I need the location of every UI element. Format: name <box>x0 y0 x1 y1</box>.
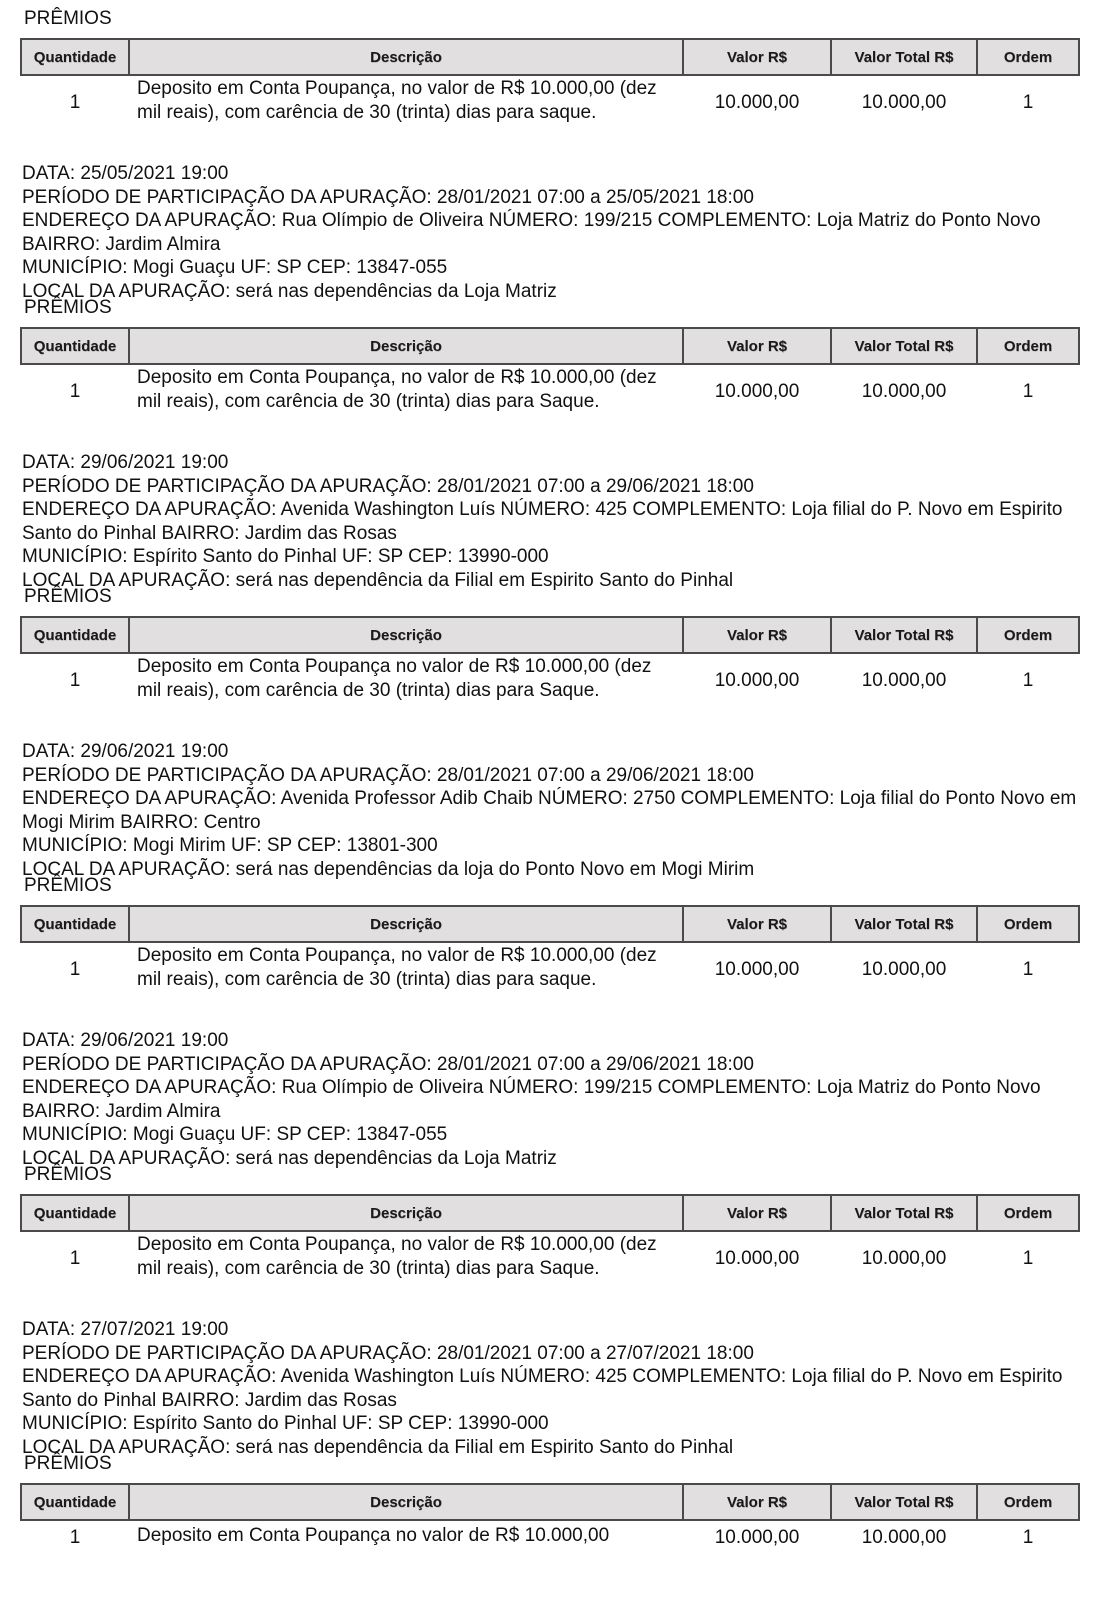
column-header-descricao: Descrição <box>129 328 683 364</box>
apuracao-info-line: ENDEREÇO DA APURAÇÃO: Rua Olímpio de Oliveira NÚMERO: 199/215 COMPLEMENTO: Loja Matriz do Ponto Novo BAIRRO: Jardim Almira <box>22 1077 1041 1122</box>
column-header-valor: Valor R$ <box>683 39 831 75</box>
prize-descricao-cell: Deposito em Conta Poupança, no valor de R$ 10.000,00 (dez mil reais), com carência de 30 (trinta) dias para saque. <box>137 945 657 990</box>
column-header-quantidade: Quantidade <box>21 328 129 364</box>
prize-ordem-cell: 1 <box>1022 669 1034 691</box>
prize-ordem-cell: 1 <box>1022 1247 1034 1269</box>
column-header-valor-total: Valor Total R$ <box>831 906 977 942</box>
apuracao-info-line: ENDEREÇO DA APURAÇÃO: Rua Olímpio de Oliveira NÚMERO: 199/215 COMPLEMENTO: Loja Matriz do Ponto Novo BAIRRO: Jardim Almira <box>22 210 1041 255</box>
apuracao-info-line: MUNICÍPIO: Espírito Santo do Pinhal UF: SP CEP: 13990-000 <box>22 546 549 568</box>
prize-descricao-cell: Deposito em Conta Poupança, no valor de R$ 10.000,00 (dez mil reais), com carência de 30 (trinta) dias para saque. <box>137 78 657 123</box>
column-header-valor: Valor R$ <box>683 328 831 364</box>
prize-valor-cell: 10.000,00 <box>714 380 800 402</box>
prize-valor-cell: 10.000,00 <box>714 958 800 980</box>
column-header-valor-total: Valor Total R$ <box>831 1195 977 1231</box>
prize-descricao-cell: Deposito em Conta Poupança no valor de R$ 10.000,00 <box>137 1525 610 1546</box>
table-row <box>21 364 1079 413</box>
table-row <box>21 942 1079 991</box>
apuracao-info-line: LOCAL DA APURAÇÃO: será nas dependências da Loja Matriz <box>22 1147 557 1169</box>
apuracao-info-line: PERÍODO DE PARTICIPAÇÃO DA APURAÇÃO: 28/01/2021 07:00 a 29/06/2021 18:00 <box>22 764 754 786</box>
column-header-valor: Valor R$ <box>683 906 831 942</box>
column-header-ordem: Ordem <box>977 1195 1079 1231</box>
apuracao-info-line: ENDEREÇO DA APURAÇÃO: Avenida Washington Luís NÚMERO: 425 COMPLEMENTO: Loja filial do P. Novo em Espirito Santo do Pinhal BAIRRO: Jardim das Rosas <box>22 1366 1063 1411</box>
prize-quantidade-cell: 1 <box>69 91 81 113</box>
apuracao-info-line: DATA: 29/06/2021 19:00 <box>22 1030 229 1051</box>
apuracao-info-line: DATA: 29/06/2021 19:00 <box>22 741 229 762</box>
column-header-valor-total: Valor Total R$ <box>831 39 977 75</box>
premios-heading: PRÊMIOS <box>24 1453 112 1474</box>
prize-table <box>20 38 1080 124</box>
prize-valor-cell: 10.000,00 <box>714 669 800 691</box>
apuracao-info-line: ENDEREÇO DA APURAÇÃO: Avenida Professor Adib Chaib NÚMERO: 2750 COMPLEMENTO: Loja filial do Ponto Novo em Mogi Mirim BAIRRO: Centro <box>22 788 1077 833</box>
table-row <box>21 1520 1079 1550</box>
prize-table <box>20 905 1080 991</box>
column-header-ordem: Ordem <box>977 328 1079 364</box>
apuracao-info-line: PERÍODO DE PARTICIPAÇÃO DA APURAÇÃO: 28/01/2021 07:00 a 27/07/2021 18:00 <box>22 1342 754 1364</box>
prize-table-header-row <box>21 617 1079 653</box>
apuracao-info-line: LOCAL DA APURAÇÃO: será nas dependências da Loja Matriz <box>22 280 557 302</box>
apuracao-info-line: LOCAL DA APURAÇÃO: será nas dependência da Filial em Espirito Santo do Pinhal <box>22 569 734 591</box>
column-header-quantidade: Quantidade <box>21 1484 129 1520</box>
apuracao-info-line: LOCAL DA APURAÇÃO: será nas dependências da loja do Ponto Novo em Mogi Mirim <box>22 858 755 880</box>
column-header-descricao: Descrição <box>129 39 683 75</box>
prize-table-header-row <box>21 906 1079 942</box>
prize-ordem-cell: 1 <box>1022 958 1034 980</box>
apuracao-info-line: MUNICÍPIO: Mogi Mirim UF: SP CEP: 13801-300 <box>22 835 438 857</box>
table-row <box>21 653 1079 702</box>
column-header-descricao: Descrição <box>129 1484 683 1520</box>
column-header-valor-total: Valor Total R$ <box>831 1484 977 1520</box>
column-header-ordem: Ordem <box>977 1484 1079 1520</box>
prize-valor-total-cell: 10.000,00 <box>861 91 947 113</box>
prize-table <box>20 1483 1080 1550</box>
prize-table <box>20 327 1080 413</box>
apuracao-info-line: LOCAL DA APURAÇÃO: será nas dependência da Filial em Espirito Santo do Pinhal <box>22 1436 734 1458</box>
prize-quantidade-cell: 1 <box>69 669 81 691</box>
prize-descricao-cell: Deposito em Conta Poupança, no valor de R$ 10.000,00 (dez mil reais), com carência de 30 (trinta) dias para Saque. <box>137 1234 657 1279</box>
prize-valor-total-cell: 10.000,00 <box>861 1527 947 1548</box>
prize-valor-total-cell: 10.000,00 <box>861 1247 947 1269</box>
apuracao-info <box>22 1318 1086 1460</box>
prize-valor-cell: 10.000,00 <box>714 1527 800 1548</box>
prize-descricao-cell: Deposito em Conta Poupança no valor de R$ 10.000,00 (dez mil reais), com carência de 30 (trinta) dias para Saque. <box>137 656 652 701</box>
apuracao-info-line: MUNICÍPIO: Mogi Guaçu UF: SP CEP: 13847-055 <box>22 257 448 279</box>
column-header-valor: Valor R$ <box>683 1195 831 1231</box>
apuracao-info-line: MUNICÍPIO: Mogi Guaçu UF: SP CEP: 13847-055 <box>22 1124 448 1146</box>
prize-valor-cell: 10.000,00 <box>714 1247 800 1269</box>
column-header-descricao: Descrição <box>129 1195 683 1231</box>
prize-ordem-cell: 1 <box>1022 380 1034 402</box>
premios-heading: PRÊMIOS <box>24 297 112 318</box>
prize-quantidade-cell: 1 <box>69 1247 81 1269</box>
prize-table-header-row <box>21 328 1079 364</box>
premios-heading: PRÊMIOS <box>24 586 112 607</box>
prize-valor-cell: 10.000,00 <box>714 91 800 113</box>
apuracao-info <box>22 1029 1086 1171</box>
prize-ordem-cell: 1 <box>1022 91 1034 113</box>
prize-table <box>20 616 1080 702</box>
apuracao-info-line: ENDEREÇO DA APURAÇÃO: Avenida Washington Luís NÚMERO: 425 COMPLEMENTO: Loja filial do P. Novo em Espirito Santo do Pinhal BAIRRO: Jardim das Rosas <box>22 499 1063 544</box>
prize-valor-total-cell: 10.000,00 <box>861 958 947 980</box>
prize-table-header-row <box>21 1195 1079 1231</box>
prize-valor-total-cell: 10.000,00 <box>861 669 947 691</box>
apuracao-info-line: MUNICÍPIO: Espírito Santo do Pinhal UF: SP CEP: 13990-000 <box>22 1413 549 1435</box>
apuracao-info-line: PERÍODO DE PARTICIPAÇÃO DA APURAÇÃO: 28/01/2021 07:00 a 29/06/2021 18:00 <box>22 475 754 497</box>
prize-quantidade-cell: 1 <box>69 958 81 980</box>
column-header-quantidade: Quantidade <box>21 39 129 75</box>
apuracao-info-line: DATA: 25/05/2021 19:00 <box>22 163 229 184</box>
column-header-quantidade: Quantidade <box>21 1195 129 1231</box>
premios-heading: PRÊMIOS <box>24 8 112 29</box>
column-header-ordem: Ordem <box>977 906 1079 942</box>
prize-table-header-row <box>21 39 1079 75</box>
premios-heading: PRÊMIOS <box>24 875 112 896</box>
apuracao-info <box>22 162 1086 304</box>
column-header-valor: Valor R$ <box>683 617 831 653</box>
column-header-ordem: Ordem <box>977 39 1079 75</box>
column-header-valor: Valor R$ <box>683 1484 831 1520</box>
apuracao-info-line: PERÍODO DE PARTICIPAÇÃO DA APURAÇÃO: 28/01/2021 07:00 a 29/06/2021 18:00 <box>22 1053 754 1075</box>
prize-table-header-row <box>21 1484 1079 1520</box>
apuracao-info-line: PERÍODO DE PARTICIPAÇÃO DA APURAÇÃO: 28/01/2021 07:00 a 25/05/2021 18:00 <box>22 186 754 208</box>
prize-ordem-cell: 1 <box>1022 1527 1034 1548</box>
prize-descricao-cell: Deposito em Conta Poupança, no valor de R$ 10.000,00 (dez mil reais), com carência de 30 (trinta) dias para Saque. <box>137 367 657 412</box>
column-header-descricao: Descrição <box>129 617 683 653</box>
column-header-ordem: Ordem <box>977 617 1079 653</box>
column-header-quantidade: Quantidade <box>21 617 129 653</box>
table-row <box>21 1231 1079 1280</box>
column-header-quantidade: Quantidade <box>21 906 129 942</box>
column-header-valor-total: Valor Total R$ <box>831 328 977 364</box>
table-row <box>21 75 1079 124</box>
prize-valor-total-cell: 10.000,00 <box>861 380 947 402</box>
prize-quantidade-cell: 1 <box>69 1527 81 1548</box>
apuracao-info <box>22 740 1086 882</box>
premios-heading: PRÊMIOS <box>24 1164 112 1185</box>
apuracao-info-line: DATA: 27/07/2021 19:00 <box>22 1319 229 1340</box>
column-header-valor-total: Valor Total R$ <box>831 617 977 653</box>
apuracao-info-line: DATA: 29/06/2021 19:00 <box>22 452 229 473</box>
prize-quantidade-cell: 1 <box>69 380 81 402</box>
column-header-descricao: Descrição <box>129 906 683 942</box>
apuracao-info <box>22 451 1086 593</box>
prize-table <box>20 1194 1080 1280</box>
